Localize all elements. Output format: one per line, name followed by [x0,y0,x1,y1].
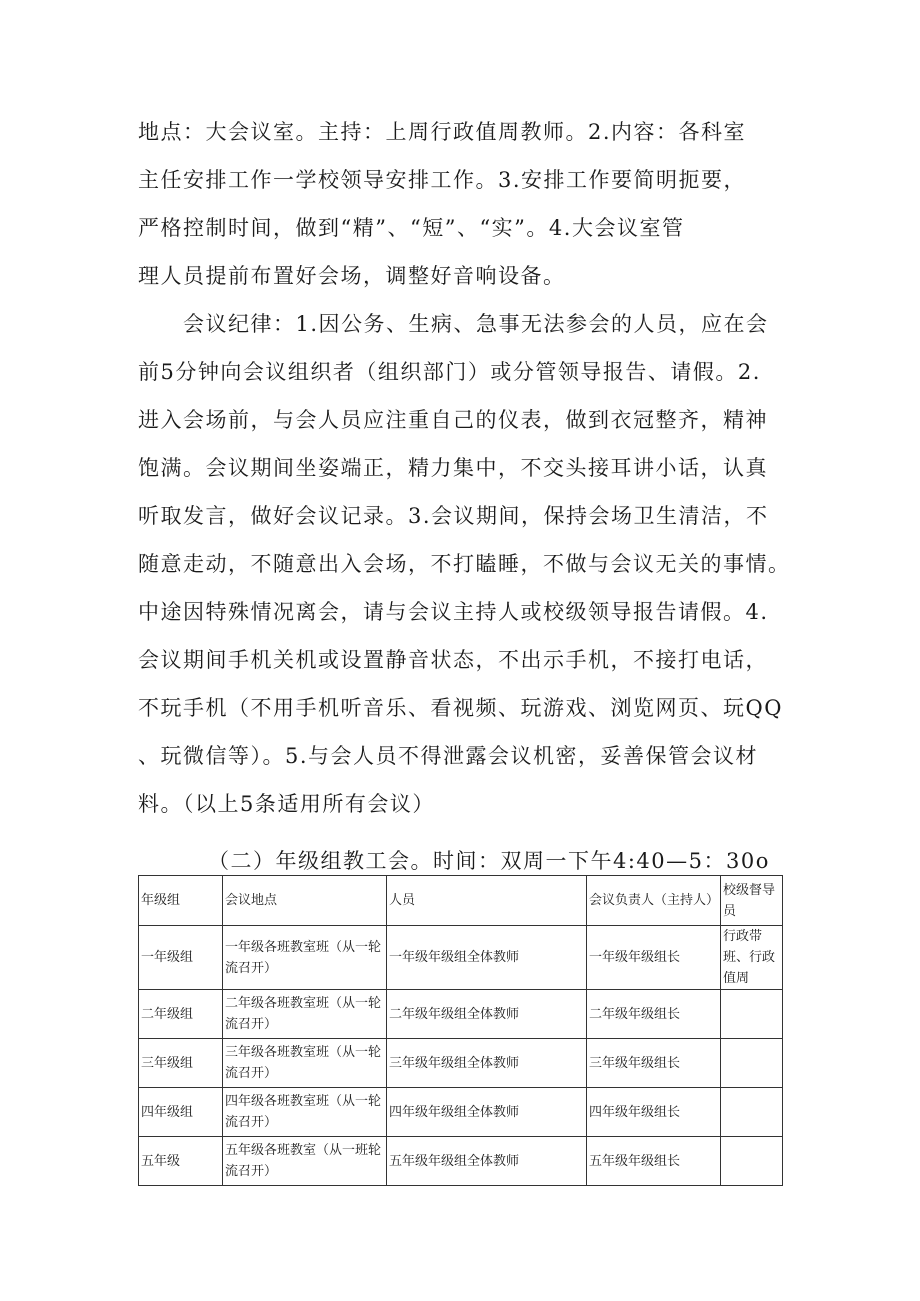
text-line: 会议纪律：1.因公务、生病、急事无法参会的人员，应在会 [138,312,769,336]
text-line: 前5分钟向会议组织者（组织部门）或分管领导报告、请假。2. [138,360,761,384]
people-cell: 五年级年级组全体教师 [387,1137,587,1186]
text-line: 进入会场前，与会人员应注重自己的仪表，做到衣冠整齐，精神 [138,408,768,432]
supervisor-cell [721,1137,783,1186]
leader-cell: 二年级年级组长 [587,990,721,1039]
grade-cell: 三年级组 [139,1039,223,1088]
grade-cell: 五年级 [139,1137,223,1186]
text-line: 饱满。会议期间坐姿端正，精力集中，不交头接耳讲小话，认真 [138,456,768,480]
grade-cell: 四年级组 [139,1088,223,1137]
location-cell: 三年级各班教室班（从一轮流召开） [223,1039,387,1088]
text-line: 随意走动，不随意出入会场，不打瞌睡，不做与会议无关的事情。 [138,552,791,576]
table-row [139,926,783,990]
location-cell: 二年级各班教室班（从一轮流召开） [223,990,387,1039]
table-row [139,1039,783,1088]
leader-cell: 三年级年级组长 [587,1039,721,1088]
text-line: 理人员提前布置好会场，调整好音响设备。 [138,264,566,288]
header-cell: 会议负责人（主持人） [587,876,721,926]
text-line: 地点：大会议室。主持：上周行政值周教师。2.内容：各科室 [138,120,747,144]
table-row [139,1088,783,1137]
header-cell: 人员 [387,876,587,926]
text-line: 、玩微信等）。5.与会人员不得泄露会议机密，妥善保管会议材 [138,744,759,768]
header-cell: 会议地点 [223,876,387,926]
location-cell: 五年级各班教室（从一班轮流召开） [223,1137,387,1186]
paragraph-meeting-arrangement [138,108,798,300]
section-heading-grade-meeting: （二）年级组教工会。时间：双周一下午4:40—5：30o [208,849,770,873]
header-cell: 校级督导员 [721,876,783,926]
people-cell: 三年级年级组全体教师 [387,1039,587,1088]
text-line: 中途因特殊情况离会，请与会议主持人或校级领导报告请假。4. [138,600,769,624]
text-line: 料。（以上5条适用所有会议） [138,792,435,816]
leader-cell: 四年级年级组长 [587,1088,721,1137]
text-line: 不玩手机（不用手机听音乐、看视频、玩游戏、浏览网页、玩QQ [138,696,783,720]
grade-cell: 一年级组 [139,926,223,990]
supervisor-cell [721,990,783,1039]
text-line: 听取发言，做好会议记录。3.会议期间，保持会场卫生清洁，不 [138,504,769,528]
location-cell: 四年级各班教室班（从一轮流召开） [223,1088,387,1137]
supervisor-cell [721,1088,783,1137]
supervisor-cell: 行政带班、行政值周 [721,926,783,990]
people-cell: 二年级年级组全体教师 [387,990,587,1039]
location-cell: 一年级各班教室班（从一轮流召开） [223,926,387,990]
leader-cell: 一年级年级组长 [587,926,721,990]
text-line: 会议期间手机关机或设置静音状态，不出示手机，不接打电话， [138,648,768,672]
header-cell: 年级组 [139,876,223,926]
paragraph-meeting-discipline [138,300,798,828]
table-row [139,990,783,1039]
people-cell: 四年级年级组全体教师 [387,1088,587,1137]
supervisor-cell [721,1039,783,1088]
leader-cell: 五年级年级组长 [587,1137,721,1186]
table-header-row [139,876,783,926]
people-cell: 一年级年级组全体教师 [387,926,587,990]
text-line: 严格控制时间，做到“精”、“短”、“实”。4.大会议室管 [138,216,685,240]
text-line: 主任安排工作一学校领导安排工作。3.安排工作要简明扼要， [138,168,747,192]
grade-meeting-table [138,875,783,1186]
table-row [139,1137,783,1186]
grade-cell: 二年级组 [139,990,223,1039]
